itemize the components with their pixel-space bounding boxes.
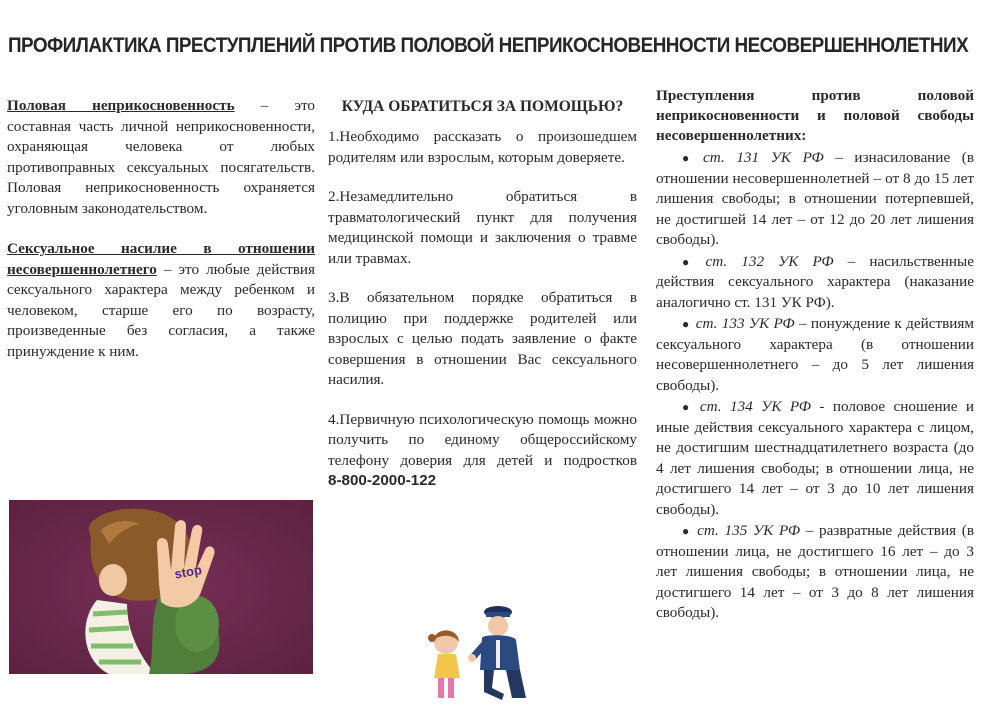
definition-text: – это составная часть личной неприкосновенности, охраняющая человека от любых противоправных сексуальных посягательств. Половая неприкосновенность охраняется уголовным законодательством.: [7, 97, 315, 217]
crime-list-item: ● ст. 135 УК РФ – развратные действия (в отношении лица, не достигшего 16 лет – до 3 лет лишения свободы; в отношении лица, не достигшего 14 лет – от 3 до 8 лет лишения свободы).: [656, 522, 974, 621]
help-heading: КУДА ОБРАТИТЬСЯ ЗА ПОМОЩЬЮ?: [341, 98, 624, 115]
crime-list-item: ● ст. 134 УК РФ - половое сношение и иные действия сексуального характера с лицом, не достигшим шестнадцатилетнего возраста (до 4 лет лишения свободы; в отношении лица, не достигшего 14 лет – от 3 до 10 лет лишения свободы).: [656, 398, 974, 518]
article-reference: ст. 132 УК РФ: [705, 252, 834, 270]
article-reference: ст. 131 УК РФ: [703, 149, 824, 166]
crime-list-item: ● ст. 133 УК РФ – понуждение к действиям сексуального характера (в отношении несовершеннолетнего – до 5 лет лишения свободы).: [656, 315, 974, 394]
definition-text: – это любые действия сексуального характера между ребенком и человеком, старше его по возрасту, произведенные без согласия, а также принуждение к ним.: [7, 260, 315, 360]
help-step: 2.Незамедлительно обратиться в травматологический пункт для получения медицинской помощи и заключения о травме или травмах.: [328, 188, 637, 267]
help-column: [328, 96, 637, 511]
help-step: 1.Необходимо рассказать о произошедшем родителям или взрослым, которым доверяете.: [328, 128, 637, 166]
helpline-text: 4.Первичную психологическую помощь можно получить по единому общероссийскому телефону доверия для детей и подростков: [328, 410, 637, 469]
child-stop-photo: [9, 500, 313, 674]
crime-list-item: ● ст. 132 УК РФ – насильственные действия сексуального характера (наказание аналогично ст. 131 УК РФ).: [656, 252, 974, 311]
article-reference: ст. 134 УК РФ: [699, 398, 811, 415]
helpline-phone: 8-800-2000-122: [328, 472, 437, 489]
stop-sign-text: stop: [173, 562, 203, 582]
crime-description: - половое сношение и иные действия сексуального характера с лицом, не достигшим шестнадцатилетнего возраста (до 4 лет лишения свободы; в отношении лица, не достигшего 14 лет – от 3 до 10 лет лишения свободы).: [656, 398, 974, 518]
definition-term: Сексуальное насилие в отношении несовершеннолетнего: [7, 240, 315, 278]
definition-term: Половая неприкосновенность: [7, 97, 235, 114]
definition-sexual-violence: [7, 239, 315, 362]
help-step: 3.В обязательном порядке обратиться в полицию при поддержке родителей или взрослых с целью подать заявление о факте совершения в отношении Вас сексуального насилия.: [328, 289, 637, 388]
definitions-column: [7, 96, 315, 362]
page-title: ПРОФИЛАКТИКА ПРЕСТУПЛЕНИЙ ПРОТИВ ПОЛОВОЙ НЕПРИКОСНОВЕННОСТИ НЕСОВЕРШЕННОЛЕТНИХ: [8, 34, 969, 57]
girl-and-policeman-illustration: [426, 600, 538, 706]
help-step-helpline: [328, 410, 637, 492]
definition-sexual-integrity: [7, 96, 315, 219]
crime-list-item: ● ст. 131 УК РФ – изнасилование (в отношении несовершеннолетней – от 8 до 15 лет лишения свободы; в отношении потерпевшей, не достигшей 14 лет – от 12 до 20 лет лишения свободы).: [656, 149, 974, 248]
crimes-column: [656, 86, 974, 625]
article-reference: ст. 133 УК РФ: [695, 315, 795, 332]
article-reference: ст. 135 УК РФ: [697, 522, 801, 539]
crimes-heading: Преступления против половой неприкосновенности и половой свободы несовершеннолетних:: [656, 87, 974, 144]
crime-description: – понуждение к действиям сексуального характера (в отношении несовершеннолетнего – до 5 лет лишения свободы).: [656, 315, 974, 394]
crime-description: – насильственные действия сексуального характера (наказание аналогично ст. 131 УК РФ).: [656, 252, 974, 311]
crime-description: – изнасилование (в отношении несовершеннолетней – от 8 до 15 лет лишения свободы; в отношении потерпевшей, не достигшей 14 лет – от 12 до 20 лет лишения свободы).: [656, 149, 974, 248]
crime-description: – развратные действия (в отношении лица, не достигшего 16 лет – до 3 лет лишения свободы; в отношении лица, не достигшего 14 лет – от 3 до 8 лет лишения свободы).: [656, 522, 974, 621]
